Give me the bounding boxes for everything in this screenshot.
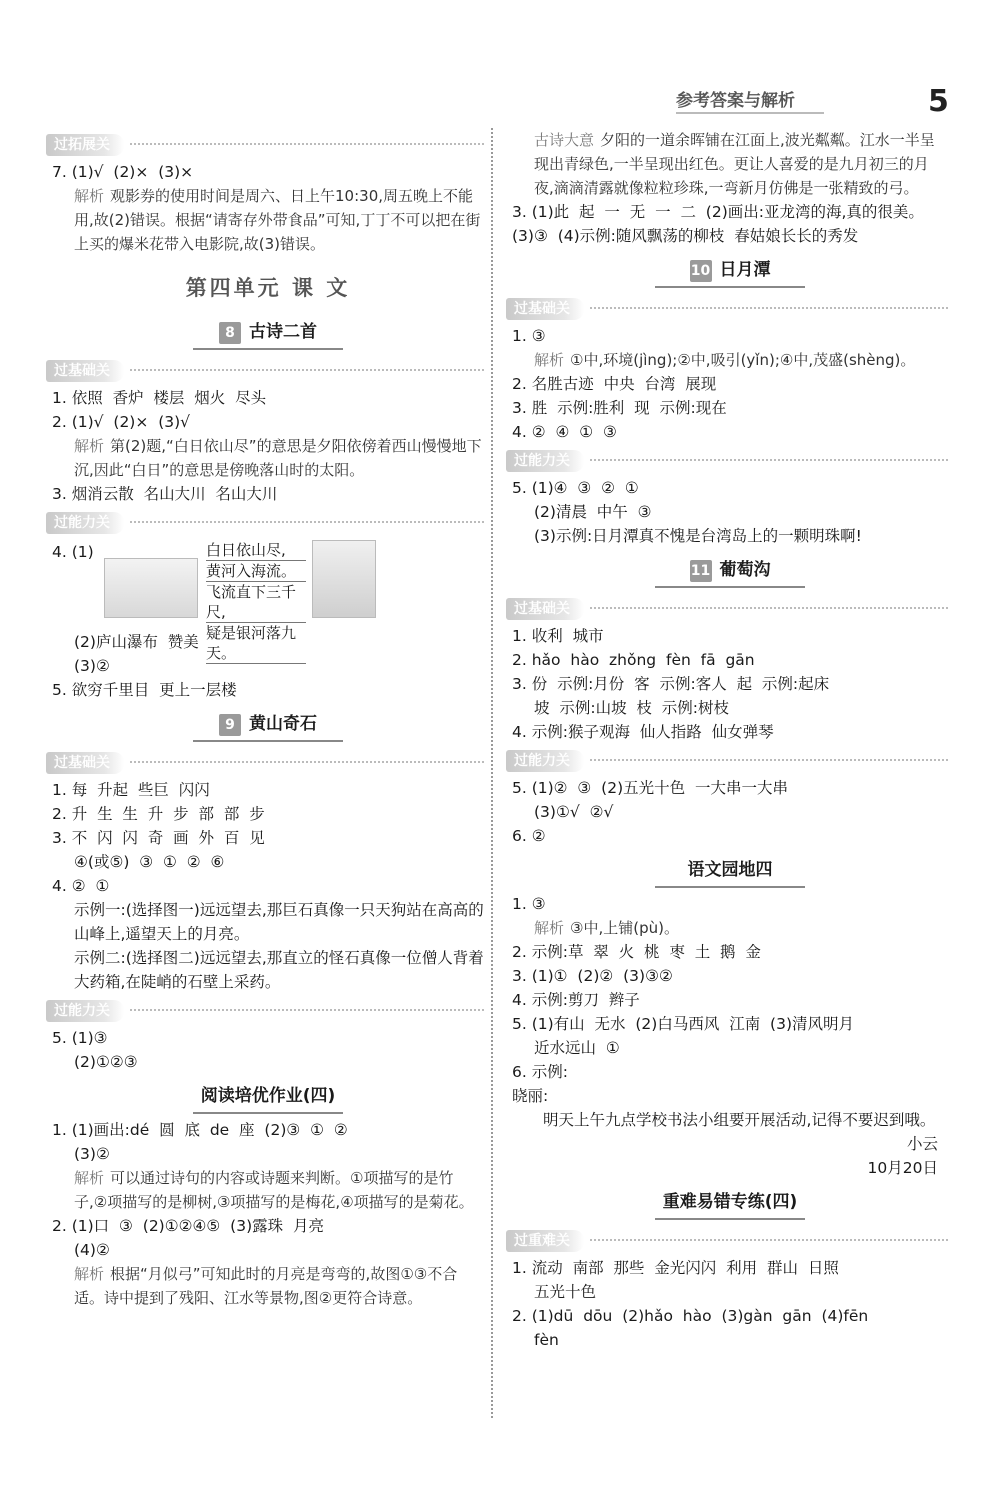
lesson-number: 8 bbox=[219, 322, 241, 344]
lesson-title bbox=[52, 712, 484, 742]
analysis-text: ①中,环境(jìng);②中,吸引(yǐn);④中,茂盛(shèng)。 bbox=[570, 351, 916, 369]
section-tag-row bbox=[512, 1224, 948, 1256]
lesson-title-text: 古诗二首 bbox=[249, 322, 317, 342]
letter-body: 明天上午九点学校书法小组要开展活动,记得不要迟到哦。 bbox=[543, 1111, 936, 1129]
answer-line: fèn bbox=[534, 1331, 559, 1349]
answer-line: 1. (1)画出:dé 圆 底 de 座 (2)③ ① ② bbox=[52, 1121, 348, 1139]
section-tag-row bbox=[512, 292, 948, 324]
column-divider bbox=[491, 128, 493, 1418]
right-column bbox=[512, 128, 948, 1352]
answer-line: 3. (1)此 起 一 无 一 二 (2)画出:亚龙湾的海,真的很美。(3)③ (4)示例:随风飘荡的柳枝 春姑娘长长的秀发 bbox=[512, 203, 924, 245]
answer-line: 2. (1)dū dōu (2)hǎo hào (3)gàn gān (4)fēn bbox=[512, 1307, 869, 1325]
answer-line: (2)庐山瀑布 赞美 bbox=[74, 633, 199, 651]
answer-line: 3. 胜 示例:胜利 现 示例:现在 bbox=[512, 399, 727, 417]
section-tag: 过基础关 bbox=[506, 298, 584, 320]
lesson-number: 10 bbox=[690, 260, 712, 282]
lesson-title-text: 语文园地四 bbox=[687, 860, 773, 880]
section-tag-row bbox=[52, 506, 484, 538]
letter-greeting: 晓丽: bbox=[512, 1087, 549, 1105]
lesson-title bbox=[512, 558, 948, 588]
poem-line: 白日依山尽, bbox=[206, 540, 306, 561]
answer-line: 1. 每 升起 些巨 闪闪 bbox=[52, 781, 210, 799]
section-tag-row bbox=[52, 354, 484, 386]
analysis-label: 解析 bbox=[534, 919, 565, 937]
answer-line: 1. 收利 城市 bbox=[512, 627, 604, 645]
mountain-river-image bbox=[104, 558, 198, 618]
section-tag: 过基础关 bbox=[46, 752, 124, 774]
answer-line: 4. (1) bbox=[52, 543, 94, 561]
section-tag-row bbox=[512, 744, 948, 776]
answer-line: ④(或⑤) ③ ① ② ⑥ bbox=[74, 853, 225, 871]
answer-line: 5. (1)② ③ (2)五光十色 一大串一大串 bbox=[512, 779, 788, 797]
answer-line: 3. 不 闪 闪 奇 画 外 百 见 bbox=[52, 829, 265, 847]
poem-line: 疑是银河落九天。 bbox=[206, 623, 306, 664]
answer-line: (3)② bbox=[74, 1145, 110, 1163]
lesson-title-text: 重难易错专练(四) bbox=[662, 1192, 798, 1212]
section-tag: 过重难关 bbox=[506, 1230, 584, 1252]
page-number: 5 bbox=[928, 84, 949, 119]
answer-line: 2. (1)口 ③ (2)①②④⑤ (3)露珠 月亮 bbox=[52, 1217, 324, 1235]
section-tag: 过能力关 bbox=[46, 512, 124, 534]
answer-line: (3)② bbox=[74, 657, 110, 675]
lesson-title-text: 葡萄沟 bbox=[719, 560, 771, 580]
analysis-label: 古诗大意 bbox=[534, 131, 595, 149]
letter-signature: 小云 bbox=[906, 1135, 938, 1153]
analysis-text: 观影券的使用时间是周六、日上午10:30,周五晚上不能用,故(2)错误。根据“请寄存外带食品”可知,丁丁不可以把在街上买的爆米花带入电影院,故(3)错误。 bbox=[74, 187, 481, 253]
lesson-title-text: 黄山奇石 bbox=[249, 714, 317, 734]
section-tag: 过基础关 bbox=[506, 598, 584, 620]
answer-line: 示例二:(选择图二)远远望去,那直立的怪石真像一位僧人背着大药箱,在陡峭的石壁上采药。 bbox=[74, 949, 484, 991]
answer-line: 4. ② ④ ① ③ bbox=[512, 423, 617, 441]
letter-date: 10月20日 bbox=[867, 1159, 938, 1177]
section-tag: 过基础关 bbox=[46, 360, 124, 382]
answer-line: 6. ② bbox=[512, 827, 546, 845]
answer-line: 4. 示例:剪刀 辫子 bbox=[512, 991, 640, 1009]
answer-line: (3)①√ ②√ bbox=[534, 803, 614, 821]
answer-line: 1. ③ bbox=[512, 895, 546, 913]
section-tag: 过能力关 bbox=[46, 1000, 124, 1022]
answer-line: 1. 流动 南部 那些 金光闪闪 利用 群山 日照 bbox=[512, 1259, 839, 1277]
answer-line: 3. 烟消云散 名山大川 名山大川 bbox=[52, 485, 278, 503]
analysis-note bbox=[512, 916, 948, 940]
analysis-text: ③中,上铺(pù)。 bbox=[570, 919, 679, 937]
poem-line: 飞流直下三千尺, bbox=[206, 582, 306, 623]
analysis-note bbox=[52, 1262, 484, 1310]
section-tag-row bbox=[52, 128, 484, 160]
answer-line: 3. 份 示例:月份 客 示例:客人 起 示例:起床 bbox=[512, 675, 830, 693]
analysis-text: 夕阳的一道余晖铺在江面上,波光粼粼。江水一半呈现出青绿色,一半呈现出红色。更让人喜爱的是九月初三的月夜,滴滴清露就像粒粒珍珠,一弯新月仿佛是一张精致的弓。 bbox=[534, 131, 935, 197]
analysis-label: 解析 bbox=[74, 1169, 105, 1187]
poem-lines bbox=[206, 540, 306, 664]
answer-line: (2)①②③ bbox=[74, 1053, 138, 1071]
analysis-note bbox=[512, 348, 948, 372]
analysis-text: 可以通过诗句的内容或诗题来判断。①项描写的是竹子,②项描写的是柳树,③项描写的是梅花,④项描写的是菊花。 bbox=[74, 1169, 474, 1211]
answer-line: (3)示例:日月潭真不愧是台湾岛上的一颗明珠啊! bbox=[534, 527, 862, 545]
analysis-text: 第(2)题,“白日依山尽”的意思是夕阳依傍着西山慢慢地下沉,因此“白日”的意思是傍晚落山时的太阳。 bbox=[74, 437, 482, 479]
answer-line: 2. 示例:草 翠 火 桃 枣 土 鹅 金 bbox=[512, 943, 761, 961]
answer-line: 4. ② ① bbox=[52, 877, 110, 895]
analysis-text: 根据“月似弓”可知此时的月亮是弯弯的,故图①③不合适。诗中提到了残阳、江水等景物,图②更符合诗意。 bbox=[74, 1265, 458, 1307]
lesson-title bbox=[512, 858, 948, 888]
section-tag-row bbox=[52, 994, 484, 1026]
answer-line: 2. (1)√ (2)× (3)√ bbox=[52, 413, 191, 431]
lesson-title-text: 日月潭 bbox=[719, 260, 771, 280]
lesson-title bbox=[512, 258, 948, 288]
answer-line: 2. 名胜古迹 中央 台湾 展现 bbox=[512, 375, 717, 393]
lesson-title bbox=[512, 1190, 948, 1220]
lesson-title bbox=[52, 320, 484, 350]
section-tag: 过拓展关 bbox=[46, 134, 124, 156]
analysis-note bbox=[52, 434, 484, 482]
section-tag: 过能力关 bbox=[506, 750, 584, 772]
answer-line: 6. 示例: bbox=[512, 1063, 568, 1081]
section-tag-row bbox=[512, 592, 948, 624]
answer-line: 坡 示例:山坡 枝 示例:树枝 bbox=[534, 699, 730, 717]
answer-line: 5. (1)③ bbox=[52, 1029, 108, 1047]
analysis-label: 解析 bbox=[74, 437, 105, 455]
lesson-title bbox=[52, 1084, 484, 1114]
analysis-note bbox=[52, 184, 484, 256]
analysis-note bbox=[512, 128, 948, 200]
analysis-note bbox=[52, 1166, 484, 1214]
answer-line: (4)② bbox=[74, 1241, 110, 1259]
answer-line: 2. 升 生 生 升 步 部 部 步 bbox=[52, 805, 265, 823]
left-column bbox=[52, 128, 484, 1310]
answer-line: 1. ③ bbox=[512, 327, 546, 345]
poem-line: 黄河入海流。 bbox=[206, 561, 306, 582]
lesson-number: 11 bbox=[690, 560, 712, 582]
analysis-label: 解析 bbox=[534, 351, 565, 369]
unit-title: 第四单元 课 文 bbox=[185, 276, 351, 300]
answer-line: 2. hǎo hào zhǒng fèn fā gān bbox=[512, 651, 755, 669]
lesson-title-text: 阅读培优作业(四) bbox=[200, 1086, 336, 1106]
section-tag-row bbox=[512, 444, 948, 476]
answer-line: 3. (1)① (2)② (3)③② bbox=[512, 967, 673, 985]
answer-line: 4. 示例:猴子观海 仙人指路 仙女弹琴 bbox=[512, 723, 774, 741]
header-underline bbox=[676, 112, 824, 114]
section-tag: 过能力关 bbox=[506, 450, 584, 472]
lesson-number: 9 bbox=[219, 714, 241, 736]
answer-line: 5. (1)有山 无水 (2)白马西风 江南 (3)清风明月 bbox=[512, 1015, 855, 1033]
page-header-title: 参考答案与解析 bbox=[676, 91, 795, 111]
answer-line: 5. 欲穷千里目 更上一层楼 bbox=[52, 681, 237, 699]
answer-line: 1. 依照 香炉 楼层 烟火 尽头 bbox=[52, 389, 267, 407]
analysis-label: 解析 bbox=[74, 187, 105, 205]
analysis-label: 解析 bbox=[74, 1265, 105, 1283]
answer-line: (2)清晨 中午 ③ bbox=[534, 503, 652, 521]
answer-line: 7. (1)√ (2)× (3)× bbox=[52, 163, 194, 181]
section-tag-row bbox=[52, 746, 484, 778]
answer-line: 5. (1)④ ③ ② ① bbox=[512, 479, 639, 497]
answer-line: 示例一:(选择图一)远远望去,那巨石真像一只天狗站在高高的山峰上,遥望天上的月亮。 bbox=[74, 901, 484, 943]
answer-line: 近水远山 ① bbox=[534, 1039, 620, 1057]
answer-line: 五光十色 bbox=[534, 1283, 597, 1301]
waterfall-image bbox=[312, 540, 376, 618]
